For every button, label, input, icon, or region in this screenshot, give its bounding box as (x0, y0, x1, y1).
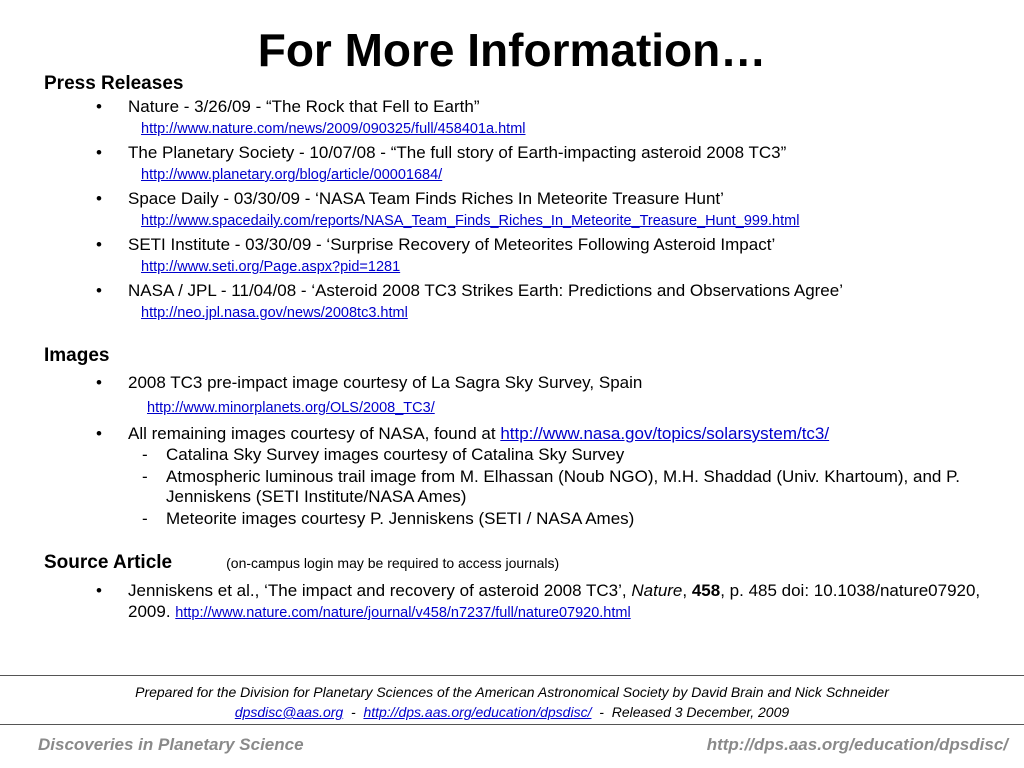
list-item (44, 509, 1004, 529)
dash-icon: - (142, 509, 148, 528)
press-releases-heading: Press Releases (44, 73, 184, 94)
image-credit-link[interactable]: http://www.minorplanets.org/OLS/2008_TC3/ (147, 400, 435, 416)
bullet-icon: • (96, 424, 102, 443)
footer-credits (0, 682, 1024, 722)
nasa-images-link[interactable]: http://www.nasa.gov/topics/solarsystem/tc3/ (500, 424, 830, 443)
citation-item: • Jenniskens et al., ‘The impact and recovery of asteroid 2008 TC3’, Nature, 458, p. 485 doi: 10.1038/nature07920, 2009. http://www.nature.com/nature/journal/v458/n7237/full/nature07920.html (96, 581, 981, 621)
image-credit-text: 2008 TC3 pre-impact image courtesy of La Sagra Sky Survey, Spain (128, 373, 643, 392)
press-release-link[interactable]: http://neo.jpl.nasa.gov/news/2008tc3.html (141, 305, 408, 321)
bullet-icon: • (96, 143, 102, 162)
bullet-icon: • (96, 373, 102, 392)
separator: - (350, 704, 356, 720)
dash-icon: - (142, 467, 148, 486)
divider (0, 675, 1024, 676)
press-release-link[interactable]: http://www.spacedaily.com/reports/NASA_Team_Finds_Riches_In_Meteorite_Treasure_Hunt_999.html (141, 213, 800, 229)
press-release-text: SETI Institute - 03/30/09 - ‘Surprise Recovery of Meteorites Following Asteroid Impact’ (128, 235, 776, 254)
separator: - (599, 704, 604, 720)
bullet-icon: • (96, 189, 102, 208)
citation-pre: Jenniskens et al., ‘The impact and recovery of asteroid 2008 TC3’, (128, 581, 627, 600)
source-article-heading-row (44, 551, 1004, 575)
dash-icon: - (142, 445, 148, 464)
list-item (44, 96, 1004, 117)
list-item (44, 445, 1004, 465)
content-body (44, 72, 1004, 624)
series-url: http://dps.aas.org/education/dpsdisc/ (706, 735, 1008, 754)
list-item (44, 372, 1004, 393)
press-release-text: Space Daily - 03/30/09 - ‘NASA Team Finds Riches In Meteorite Treasure Hunt’ (128, 189, 724, 208)
press-release-link[interactable]: http://www.seti.org/Page.aspx?pid=1281 (141, 259, 401, 275)
bullet-icon: • (96, 97, 102, 116)
release-date: Released 3 December, 2009 (611, 704, 790, 720)
website-link[interactable]: http://dps.aas.org/education/dpsdisc/ (363, 704, 592, 720)
email-link[interactable]: dpsdisc@aas.org (234, 704, 344, 720)
list-item (44, 467, 1004, 507)
bullet-icon: • (96, 281, 102, 300)
press-release-text: NASA / JPL - 11/04/08 - ‘Asteroid 2008 TC3 Strikes Earth: Predictions and Observations Agree’ (128, 281, 843, 300)
list-item (44, 188, 1004, 209)
prepared-by-text: Prepared for the Division for Planetary Sciences of the American Astronomical Society by David Brain and Nick Schneider (135, 684, 889, 700)
bullet-icon: • (96, 235, 102, 254)
sub-credit-text: Meteorite images courtesy P. Jenniskens (SETI / NASA Ames) (166, 509, 635, 528)
journal-volume: 458 (691, 581, 721, 600)
images-heading: Images (44, 345, 110, 366)
access-note: (on-campus login may be required to access journals) (226, 555, 560, 571)
list-item (44, 142, 1004, 163)
press-release-text: The Planetary Society - 10/07/08 - “The full story of Earth-impacting asteroid 2008 TC3” (128, 143, 787, 162)
divider (0, 724, 1024, 725)
press-release-link[interactable]: http://www.nature.com/news/2009/090325/full/458401a.html (141, 121, 526, 137)
list-item (44, 234, 1004, 255)
series-title: Discoveries in Planetary Science (38, 735, 304, 754)
citation-post: , p. 485 doi: 10.1038/nature07920, 2009. (128, 581, 981, 621)
sub-credit-text: Catalina Sky Survey images courtesy of Catalina Sky Survey (166, 445, 625, 464)
page-title: For More Information… (257, 24, 767, 76)
sub-credit-text: Atmospheric luminous trail image from M. Elhassan (Noub NGO), M.H. Shaddad (Univ. Khartoum), and P. Jenniskens (SETI Institute/NASA Ames) (166, 467, 960, 506)
image-credit-text: All remaining images courtesy of NASA, found at (128, 424, 496, 443)
list-item (44, 423, 1004, 444)
bottom-bar (38, 733, 1008, 757)
source-article-heading: Source Article (44, 552, 173, 573)
list-item (44, 280, 1004, 301)
journal-name: Nature (631, 581, 683, 600)
press-release-text: Nature - 3/26/09 - “The Rock that Fell to Earth” (128, 97, 480, 116)
bullet-icon: • (96, 581, 102, 600)
article-link[interactable]: http://www.nature.com/nature/journal/v458/n7237/full/nature07920.html (175, 605, 631, 621)
press-release-link[interactable]: http://www.planetary.org/blog/article/00001684/ (141, 167, 443, 183)
